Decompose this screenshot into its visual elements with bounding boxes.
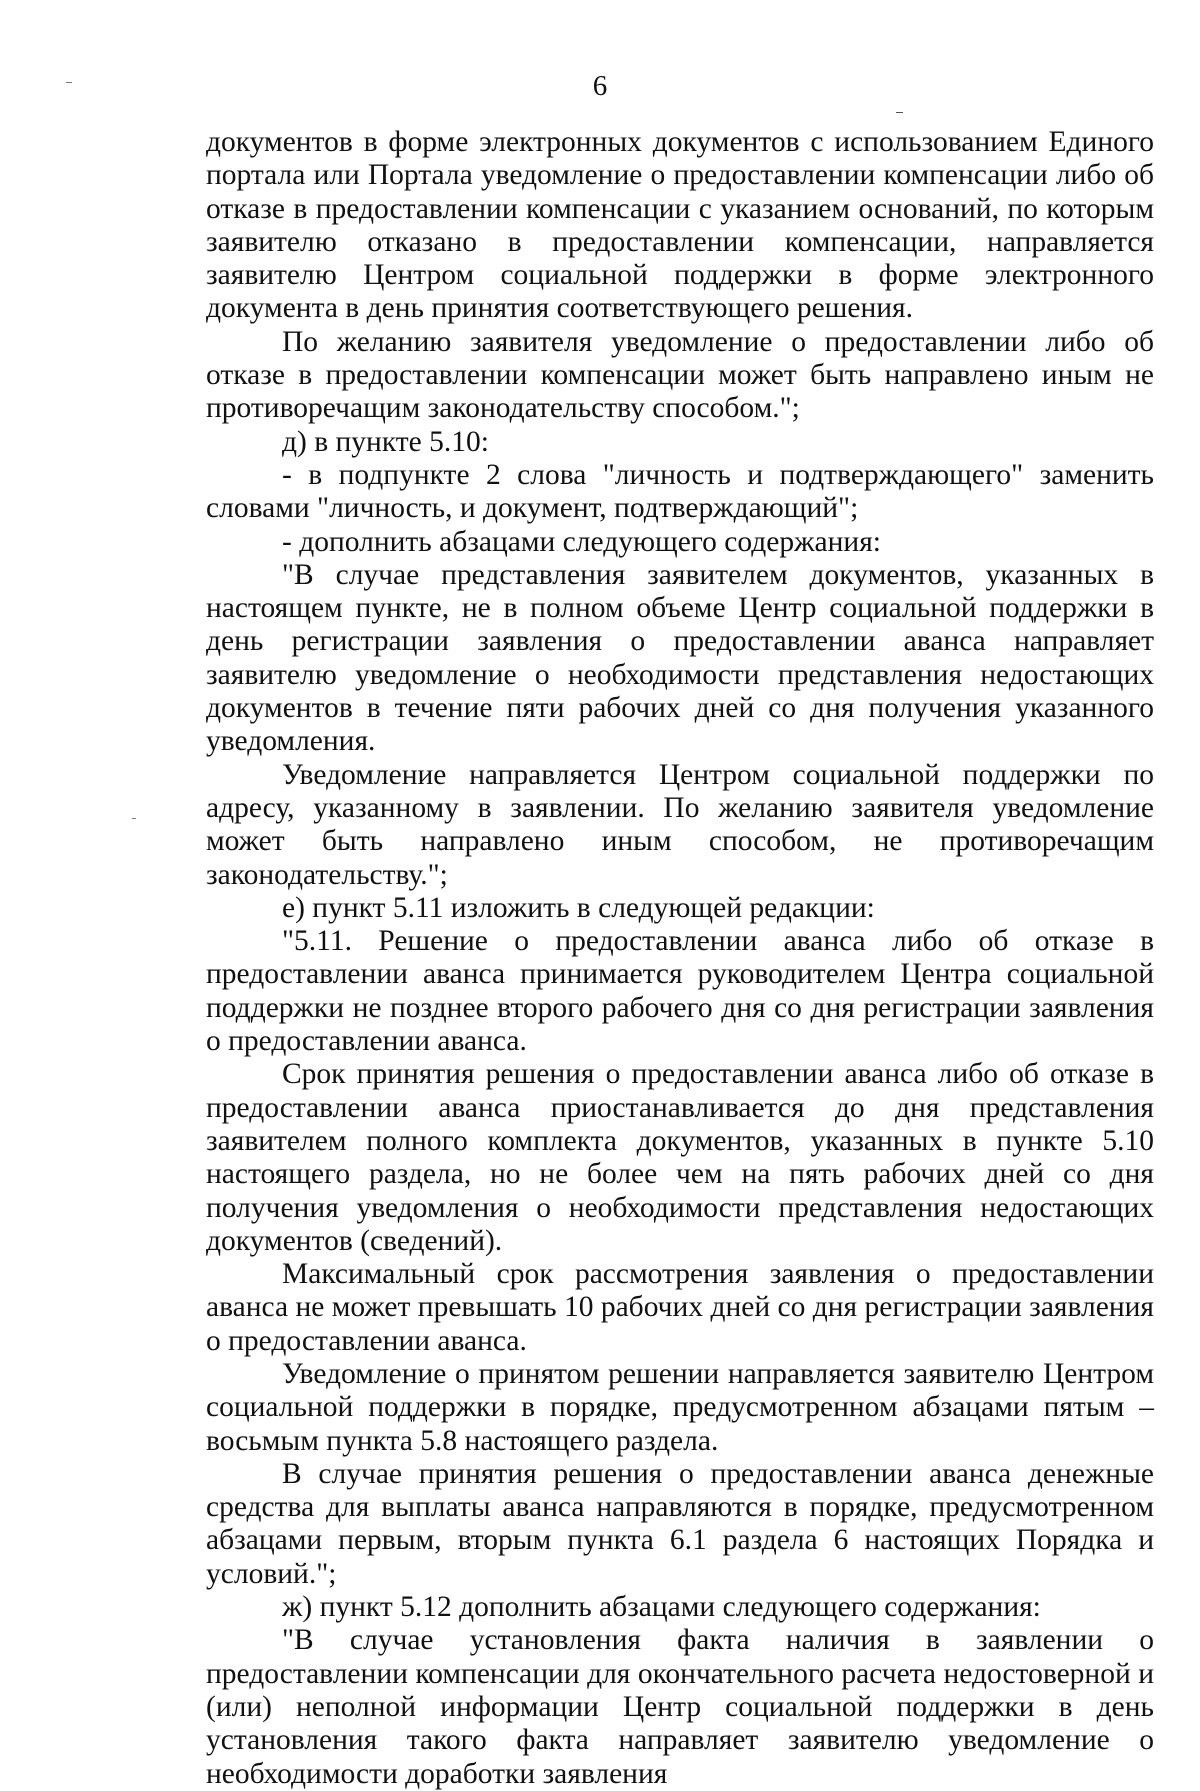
paragraph: В случае принятия решения о предоставлении аванса денежные средства для выплаты аванса направляются в порядке, предусмотренном абзацами первым, вторым пункта 6.1 раздела 6 настоящих Порядка и условий."; [206,1457,1154,1590]
paragraph: По желанию заявителя уведомление о предоставлении либо об отказе в предоставлении компенсации может быть направлено иным не противоречащим законодательству способом."; [206,325,1154,425]
paragraph-dash-item: - в подпункте 2 слова "личность и подтверждающего" заменить словами "личность, и документ, подтверждающий"; [206,458,1154,525]
paragraph-item-zh: ж) пункт 5.12 дополнить абзацами следующего содержания: [282,1591,1041,1624]
scan-speck [896,112,903,113]
paragraph: Уведомление о принятом решении направляется заявителю Центром социальной поддержки в порядке, предусмотренном абзацами пятым – восьмым пункта 5.8 настоящего раздела. [206,1357,1154,1457]
document-body [206,126,1154,1791]
paragraph-quote: "5.11. Решение о предоставлении аванса либо об отказе в предоставлении аванса принимается руководителем Центра социальной поддержки не позднее второго рабочего дня со дня регистрации заявления о предоставлении аванса. [206,925,1154,1058]
paragraph: Максимальный срок рассмотрения заявления о предоставлении аванса не может превышать 10 рабочих дней со дня регистрации заявления о предоставлении аванса. [206,1258,1154,1357]
paragraph-item-e: е) пункт 5.11 изложить в следующей редакции: [282,891,875,924]
paragraph-quote: "В случае представления заявителем документов, указанных в настоящем пункте, не в полном объеме Центр социальной поддержки в день регистрации заявления о предоставлении аванса направляет заявителю уведомление о необходимости представления недостающих документов в течение пяти рабочих дней со дня получения указанного уведомления. [206,558,1154,758]
paragraph-continuation: документов в форме электронных документов с использованием Единого портала или Портала уведомление о предоставлении компенсации либо об отказе в предоставлении компенсации с указанием оснований, по которым заявителю отказано в предоставлении компенсации, направляется заявителю Центром социальной поддержки в форме электронного документа в день принятия соответствующего решения. [206,126,1154,325]
scan-speck [66,82,72,83]
scan-speck [132,818,136,819]
paragraph-quote: "В случае установления факта наличия в заявлении о предоставлении компенсации для окончательного расчета недостоверной и (или) неполной информации Центр социальной поддержки в день установления такого факта направляет заявителю уведомление о необходимости доработки заявления [206,1624,1154,1790]
page-number: 6 [592,70,608,102]
paragraph-dash-item: - дополнить абзацами следующего содержания: [282,525,881,558]
paragraph: Уведомление направляется Центром социальной поддержки по адресу, указанному в заявлении. По желанию заявителя уведомление может быть направлено иным способом, не противоречащим законодательству."; [206,758,1154,891]
paragraph: Срок принятия решения о предоставлении аванса либо об отказе в предоставлении аванса приостанавливается до дня представления заявителем полного комплекта документов, указанных в пункте 5.10 настоящего раздела, но не более чем на пять рабочих дней со дня получения уведомления о необходимости представления недостающих документов (сведений). [206,1058,1154,1257]
paragraph-item-d: д) в пункте 5.10: [282,425,489,458]
